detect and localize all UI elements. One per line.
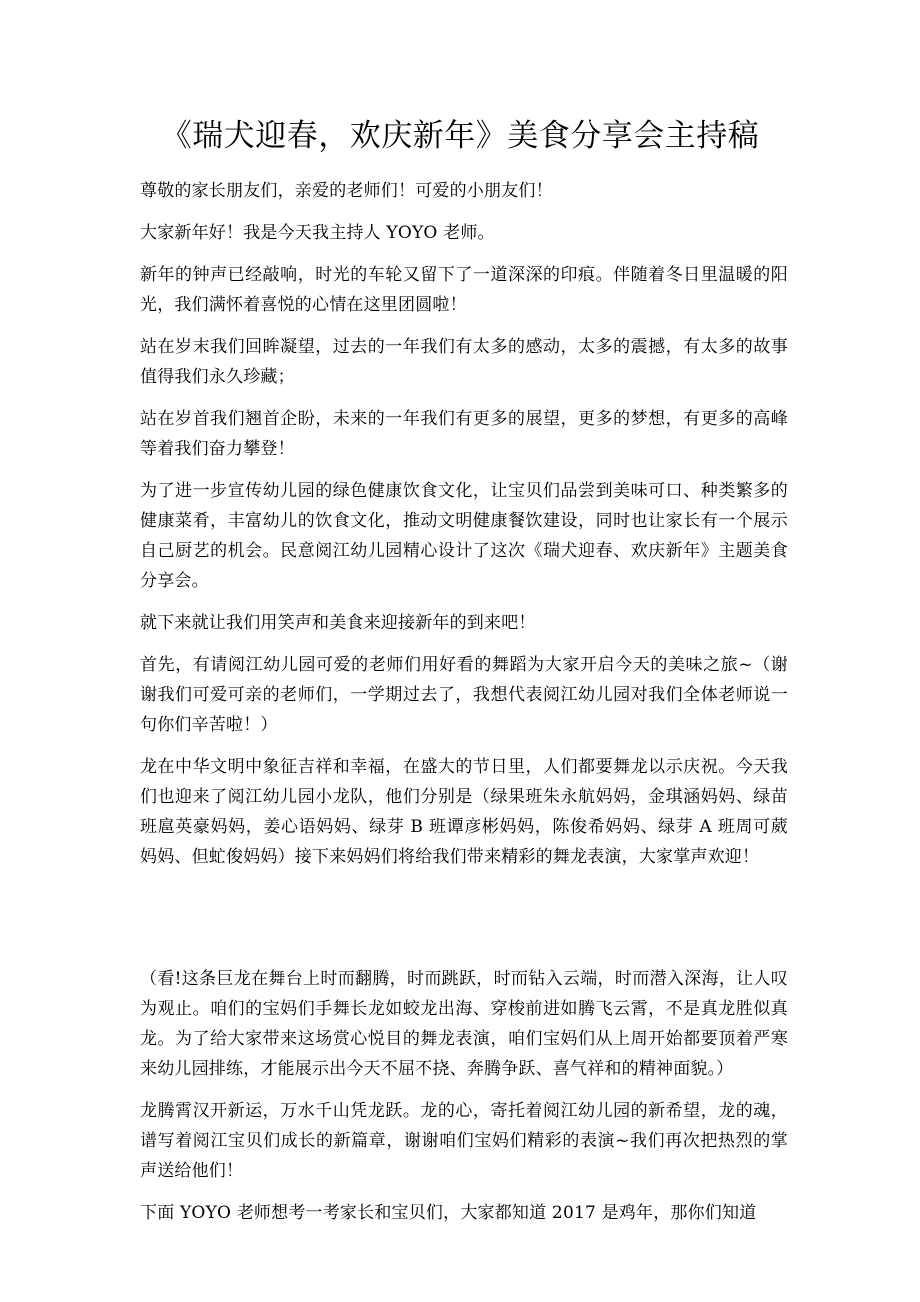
paragraph-welcome: 就下来就让我们用笑声和美食来迎接新年的到来吧！ (140, 613, 536, 633)
blank-gap (140, 884, 788, 964)
paragraph-year-end: 站在岁末我们回眸凝望，过去的一年我们有太多的感动，太多的震撼，有太多的故事值得我们永久珍藏； (140, 337, 788, 387)
document-body (140, 176, 788, 1240)
paragraph-year-start: 站在岁首我们翘首企盼，未来的一年我们有更多的展望，更多的梦想，有更多的高峰等着我们奋力攀登！ (140, 409, 788, 459)
paragraph-quiz-intro: 下面 YOYO 老师想考一考家长和宝贝们，大家都知道 2017 是鸡年，那你们知道 (140, 1203, 757, 1223)
paragraph-event-purpose: 为了进一步宣传幼儿园的绿色健康饮食文化，让宝贝们品尝到美味可口、种类繁多的健康菜肴，丰富幼儿的饮食文化，推动文明健康餐饮建设，同时也让家长有一个展示自己厨艺的机会。民意阅江幼儿园精心设计了这次《瑞犬迎春、欢庆新年》主题美食分享会。 (140, 481, 788, 591)
paragraph-teachers-dance: 首先，有请阅江幼儿园可爱的老师们用好看的舞蹈为大家开启今天的美味之旅~（谢谢我们可爱可亲的老师们，一学期过去了，我想代表阅江幼儿园对我们全体老师说一句你们辛苦啦！） (140, 655, 788, 735)
paragraph-greeting: 尊敬的家长朋友们，亲爱的老师们！可爱的小朋友们！ (140, 181, 553, 201)
paragraph-dragon-team: 龙在中华文明中象征吉祥和幸福，在盛大的节日里，人们都要舞龙以示庆祝。今天我们也迎来了阅江幼儿园小龙队，他们分别是（绿果班朱永航妈妈，金琪涵妈妈、绿苗班扈英豪妈妈，姜心语妈妈、绿芽 B 班谭彦彬妈妈，陈俊希妈妈、绿芽 A 班周可葳妈妈、但虻俊妈妈）接下来妈妈们将给我们带来精彩的舞龙表演，大家掌声欢迎！ (140, 757, 788, 867)
paragraph-dragon-thanks: 龙腾霄汉开新运，万水千山凭龙跃。龙的心，寄托着阅江幼儿园的新希望，龙的魂，谱写着阅江宝贝们成长的新篇章，谢谢咱们宝妈们精彩的表演~我们再次把热烈的掌声送给他们！ (140, 1101, 788, 1181)
paragraph-intro: 大家新年好！我是今天我主持人 YOYO 老师。 (140, 223, 495, 243)
paragraph-dragon-show: （看!这条巨龙在舞台上时而翻腾，时而跳跃，时而钻入云端，时而潜入深海，让人叹为观止。咱们的宝妈们手舞长龙如蛟龙出海、穿梭前进如腾飞云霄，不是真龙胜似真龙。为了给大家带来这场赏心悦目的舞龙表演，咱们宝妈们从上周开始都要顶着严寒来幼儿园排练，才能展示出今天不屈不挠、奔腾争跃、喜气祥和的精神面貌。） (140, 969, 788, 1079)
document-title: 《瑞犬迎春，欢庆新年》美食分享会主持稿 (160, 118, 760, 154)
paragraph-new-year-bell: 新年的钟声已经敲响，时光的车轮又留下了一道深深的印痕。伴随着冬日里温暖的阳光，我们满怀着喜悦的心情在这里团圆啦！ (140, 265, 788, 315)
